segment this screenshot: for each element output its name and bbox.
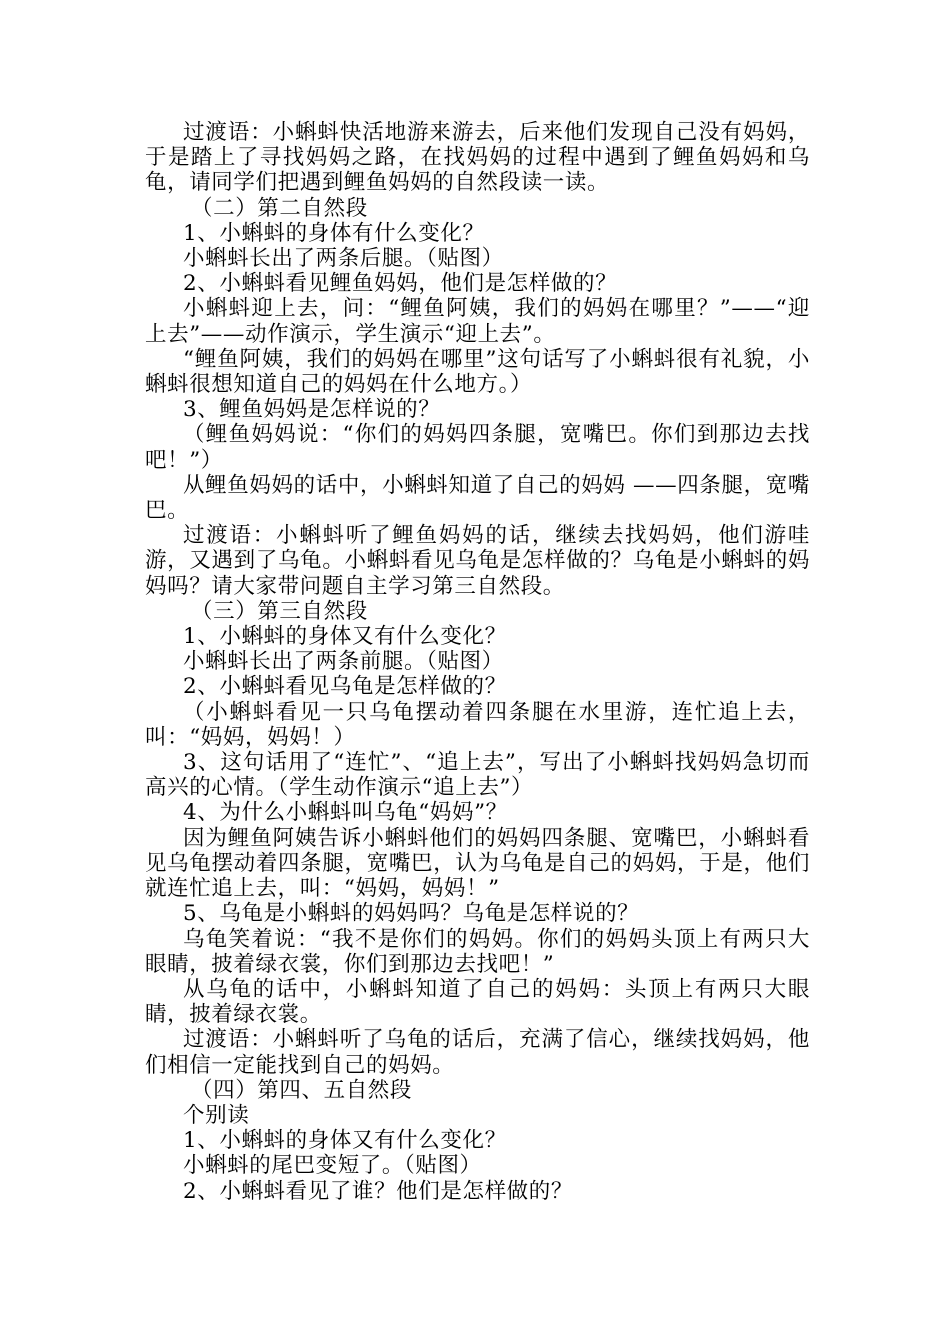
section-heading: （三）第三自然段 [191, 598, 368, 624]
paragraph: 从乌龟的话中，小蝌蚪知道了自己的妈妈：头顶上有两只大眼睛，披着绿衣裳。 [145, 976, 810, 1028]
paragraph: （小蝌蚪看见一只乌龟摆动着四条腿在水里游，连忙追上去，叫：“妈妈，妈妈！） [145, 699, 810, 750]
paragraph: 乌龟笑着说：“我不是你们的妈妈。你们的妈妈头顶上有两只大眼睛，披着绿衣裳，你们到那边去找吧！” [145, 926, 810, 977]
paragraph: 4、为什么小蝌蚪叫乌龟“妈妈”？ [183, 800, 508, 826]
paragraph: 小蝌蚪长出了两条前腿。（贴图） [183, 649, 504, 675]
paragraph: 3、鲤鱼妈妈是怎样说的？ [183, 397, 441, 423]
paragraph: 过渡语：小蝌蚪听了鲤鱼妈妈的话，继续去找妈妈，他们游哇游，又遇到了乌龟。小蝌蚪看见乌龟是怎样做的？乌龟是小蝌蚪的妈妈吗？请大家带问题自主学习第三自然段。 [145, 523, 810, 599]
paragraph: 从鲤鱼妈妈的话中，小蝌蚪知道了自己的妈妈 ——四条腿，宽嘴巴。 [145, 472, 810, 524]
paragraph: 1、小蝌蚪的身体又有什么变化？ [183, 1128, 507, 1154]
section-heading: （二）第二自然段 [191, 195, 368, 221]
paragraph: 个别读 [183, 1102, 250, 1128]
paragraph: “鲤鱼阿姨，我们的妈妈在哪里”这句话写了小蝌蚪很有礼貌，小蝌蚪很想知道自己的妈妈在什么地方。） [145, 346, 810, 398]
paragraph: 过渡语：小蝌蚪快活地游来游去，后来他们发现自己没有妈妈，于是踏上了寻找妈妈之路，在找妈妈的过程中遇到了鲤鱼妈妈和乌龟，请同学们把遇到鲤鱼妈妈的自然段读一读。 [145, 120, 810, 196]
paragraph: 2、小蝌蚪看见乌龟是怎样做的？ [183, 674, 507, 700]
paragraph: （鲤鱼妈妈说：“你们的妈妈四条腿，宽嘴巴。你们到那边去找吧！”） [145, 422, 810, 473]
paragraph: 2、小蝌蚪看见了谁？他们是怎样做的？ [183, 1178, 573, 1204]
paragraph: 5、乌龟是小蝌蚪的妈妈吗？乌龟是怎样说的？ [183, 901, 640, 927]
paragraph: 1、小蝌蚪的身体有什么变化？ [183, 220, 485, 246]
paragraph: 3、这句话用了“连忙”、“追上去”，写出了小蝌蚪找妈妈急切而高兴的心情。（学生动作演示“追上去”） [145, 750, 810, 801]
paragraph: 小蝌蚪迎上去，问：“鲤鱼阿姨，我们的妈妈在哪里？”——“迎上去”——动作演示，学生演示“迎上去”。 [145, 296, 810, 347]
paragraph: 小蝌蚪长出了两条后腿。（贴图） [183, 246, 504, 272]
paragraph: 过渡语：小蝌蚪听了乌龟的话后，充满了信心，继续找妈妈，他们相信一定能找到自己的妈妈。 [145, 1027, 810, 1078]
paragraph: 2、小蝌蚪看见鲤鱼妈妈，他们是怎样做的？ [183, 271, 618, 297]
paragraph: 因为鲤鱼阿姨告诉小蝌蚪他们的妈妈四条腿、宽嘴巴，小蝌蚪看见乌龟摆动着四条腿，宽嘴巴，认为乌龟是自己的妈妈，于是，他们就连忙追上去，叫：“妈妈，妈妈！” [145, 825, 810, 902]
section-heading: （四）第四、五自然段 [191, 1077, 413, 1103]
paragraph: 小蝌蚪的尾巴变短了。（贴图） [183, 1153, 482, 1179]
paragraph: 1、小蝌蚪的身体又有什么变化？ [183, 624, 507, 650]
document-body [145, 120, 810, 1204]
